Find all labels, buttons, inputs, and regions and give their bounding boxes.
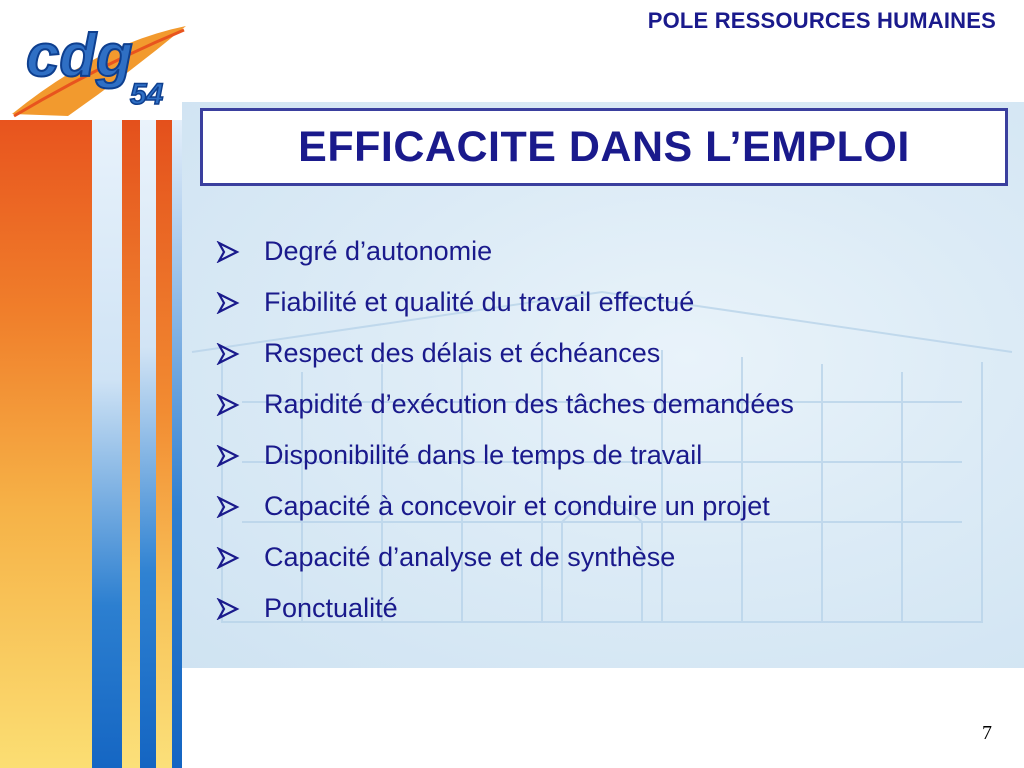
bullet-text: Respect des délais et échéances: [264, 338, 661, 368]
arrow-right-icon: [216, 292, 240, 314]
list-item: [216, 532, 794, 583]
decor-stripe-blue: [172, 120, 182, 768]
bullet-text: Fiabilité et qualité du travail effectué: [264, 287, 695, 317]
list-item: [216, 583, 794, 634]
decor-stripe-blue: [140, 120, 156, 768]
logo-number: 54: [130, 78, 164, 111]
arrow-right-icon: [216, 394, 240, 416]
decor-stripe-orange: [0, 120, 92, 768]
bullet-text: Capacité d’analyse et de synthèse: [264, 542, 676, 572]
bullet-text: Capacité à concevoir et conduire un projet: [264, 491, 770, 521]
bullet-text: Ponctualité: [264, 593, 398, 623]
page-number: 7: [982, 722, 992, 744]
bullet-text: Disponibilité dans le temps de travail: [264, 440, 703, 470]
list-item: [216, 379, 794, 430]
list-item: [216, 481, 794, 532]
arrow-right-icon: [216, 496, 240, 518]
list-item: [216, 226, 794, 277]
bullet-text: Degré d’autonomie: [264, 236, 493, 266]
bullet-text: Rapidité d’exécution des tâches demandées: [264, 389, 794, 419]
slide-title: EFFICACITE DANS L’EMPLOI: [298, 122, 910, 171]
cdg54-logo: [8, 4, 190, 120]
arrow-right-icon: [216, 547, 240, 569]
arrow-right-icon: [216, 343, 240, 365]
list-item: [216, 277, 794, 328]
decor-stripe-orange: [156, 120, 172, 768]
arrow-right-icon: [216, 598, 240, 620]
logo-text: cdg: [26, 22, 133, 89]
decor-stripe-blue: [92, 120, 122, 768]
list-item: [216, 328, 794, 379]
arrow-right-icon: [216, 241, 240, 263]
list-item: [216, 430, 794, 481]
decor-stripe-orange: [122, 120, 140, 768]
arrow-right-icon: [216, 445, 240, 467]
header-title: POLE RESSOURCES HUMAINES: [647, 8, 996, 33]
slide-title-box: [200, 108, 1008, 186]
bullet-list: [216, 226, 794, 634]
